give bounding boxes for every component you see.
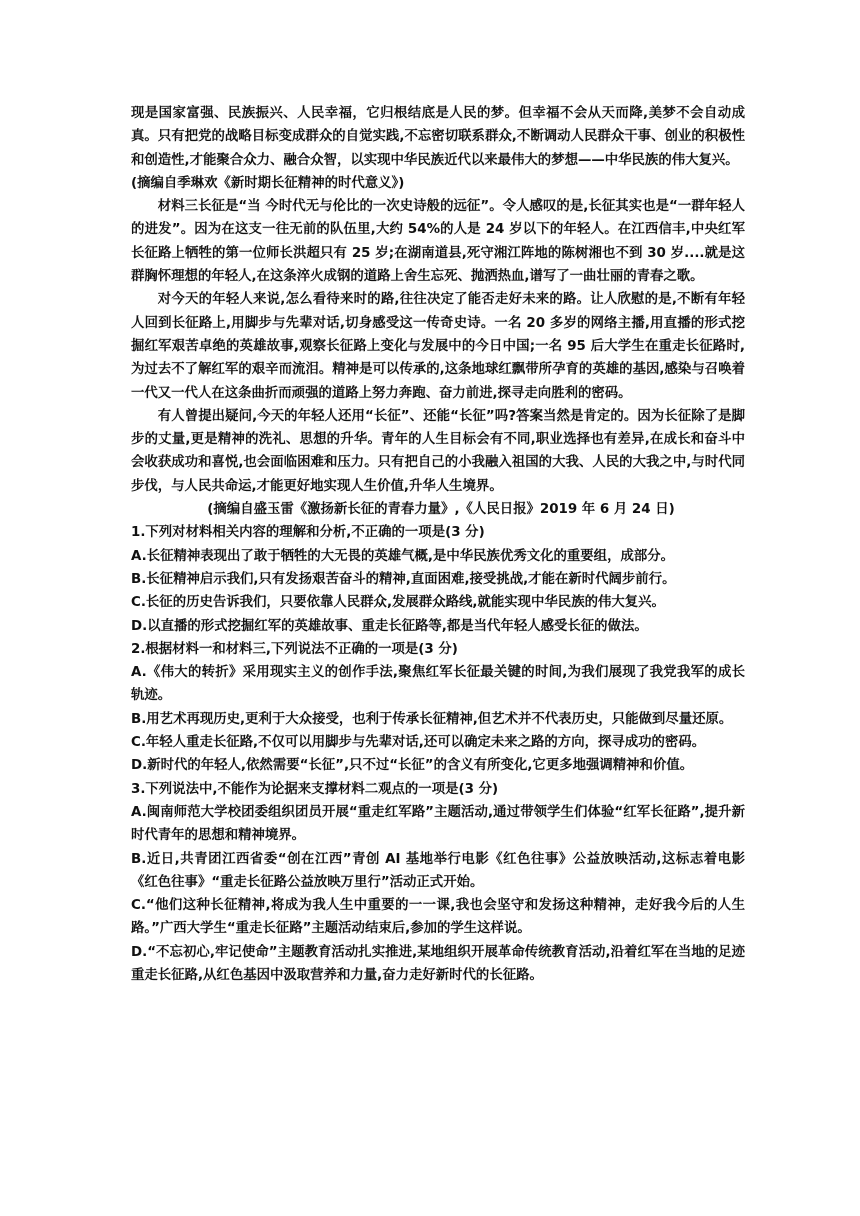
option-c: C.“他们这种长征精神,将成为我人生中重要的一一课,我也会坚守和发扬这种精神，走好我今后的人生路。”广西大学生“重走长征路”主题活动结束后,参加的学生这样说。 bbox=[131, 898, 745, 937]
question-2 bbox=[131, 638, 745, 778]
material3-paragraph-1: 材料三长征是“当 今时代无与伦比的一次史诗般的远征”。令人感叹的是,长征其实也是“一群年轻人的进发”。因为在这支一往无前的队伍里,大约 54%的人是 24 岁以下的年轻人。在江西信丰,中央红军长征路上牺牲的第一位师长洪超只有 25 岁;在湖南道县,死守湘江阵地的陈树湘也不到 30 岁....就是这群胸怀理想的年轻人,在这条淬火成钢的道路上舍生忘死、抛洒热血,谱写了一曲壮丽的青春之歌。 bbox=[131, 199, 745, 285]
question-3 bbox=[131, 778, 745, 988]
option-b: B.用艺术再现历史,更利于大众接受，也利于传承长征精神,但艺术并不代表历史，只能做到尽量还原。 bbox=[131, 711, 733, 727]
option-d: D.新时代的年轻人,依然需要“长征”,只不过“长征”的含义有所变化,它更多地强调精神和价值。 bbox=[131, 758, 694, 774]
option-a: A.《伟大的转折》采用现实主义的创作手法,聚焦红军长征最关键的时间,为我们展现了我党我军的成长轨迹。 bbox=[131, 665, 745, 704]
question-stem: 1.下列对材料相关内容的理解和分析,不正确的一项是(3 分) bbox=[131, 525, 485, 541]
source-citation-material3: (摘编自盛玉雷《激扬新长征的青春力量》,《人民日报》2019 年 6 月 24 日) bbox=[207, 502, 675, 518]
option-a: A.长征精神表现出了敢于牺牲的大无畏的英雄气概,是中华民族优秀文化的重要组，成部分。 bbox=[131, 548, 675, 564]
question-stem: 2.根据材料一和材料三,下列说法不正确的一项是(3 分) bbox=[131, 641, 458, 657]
option-c: C.长征的历史告诉我们，只要依靠人民群众,发展群众路线,就能实现中华民族的伟大复兴。 bbox=[131, 595, 665, 611]
material3-paragraph-3: 有人曾提出疑问,今天的年轻人还用“长征”、还能“长征”吗?答案当然是肯定的。因为长征除了是脚步的丈量,更是精神的洗礼、思想的升华。青年的人生目标会有不同,职业选择也有差异,在成长和奋斗中会收获成功和喜悦,也会面临困难和压力。只有把自己的小我融入祖国的大我、人民的大我之中,与时代同步伐，与人民共命运,才能更好地实现人生价值,升华人生境界。 bbox=[131, 408, 745, 494]
material3-paragraph-2: 对今天的年轻人来说,怎么看待来时的路,往往决定了能否走好未来的路。让人欣慰的是,不断有年轻人回到长征路上,用脚步与先辈对话,切身感受这一传奇史诗。一名 20 多岁的网络主播,用直播的形式挖掘红军艰苦卓绝的英雄故事,观察长征路上变化与发展中的今日中国;一名 95 后大学生在重走长征路时,为过去不了解红军的艰辛而流泪。精神是可以传承的,这条地球红飘带所孕育的英雄的基因,感染与召唤着一代又一代人在这条曲折而顽强的道路上努力奔跑、奋力前进,探寻走向胜利的密码。 bbox=[131, 292, 745, 401]
option-b: B.近日,共青团江西省委“创在江西”青创 AI 基地举行电影《红色往事》公益放映活动,这标志着电影《红色往事》“重走长征路公益放映万里行”活动正式开始。 bbox=[131, 851, 745, 890]
option-c: C.年轻人重走长征路,不仅可以用脚步与先辈对话,还可以确定未来之路的方向，探寻成功的密码。 bbox=[131, 735, 706, 751]
question-stem: 3.下列说法中,不能作为论据来支撑材料二观点的一项是(3 分) bbox=[131, 781, 499, 797]
source-citation-material2: (摘编自季琳欢《新时期长征精神的时代意义》) bbox=[131, 175, 405, 191]
question-1 bbox=[131, 521, 745, 637]
option-a: A.闽南师范大学校团委组织团员开展“重走红军路”主题活动,通过带领学生们体验“红军长征路”,提升新时代青年的思想和精神境界。 bbox=[131, 804, 745, 844]
continuation-paragraph: 现是国家富强、民族振兴、人民幸福，它归根结底是人民的梦。但幸福不会从天而降,美梦不会自动成真。只有把党的战略目标变成群众的自觉实践,不忘密切联系群众,不断调动人民群众干事、创业的积极性和创造性,才能聚合众力、融合众智，以实现中华民族近代以来最伟大的梦想——中华民族的伟大复兴。 bbox=[131, 106, 745, 168]
document-page bbox=[131, 102, 745, 987]
option-b: B.长征精神启示我们,只有发扬艰苦奋斗的精神,直面困难,接受挑战,才能在新时代阔步前行。 bbox=[131, 571, 676, 587]
option-d: D.“不忘初心,牢记使命”主题教育活动扎实推进,某地组织开展革命传统教育活动,沿着红军在当地的足迹重走长征路,从红色基因中汲取营养和力量,奋力走好新时代的长征路。 bbox=[131, 944, 745, 983]
option-d: D.以直播的形式挖掘红军的英雄故事、重走长征路等,都是当代年轻人感受长征的做法。 bbox=[131, 618, 648, 634]
